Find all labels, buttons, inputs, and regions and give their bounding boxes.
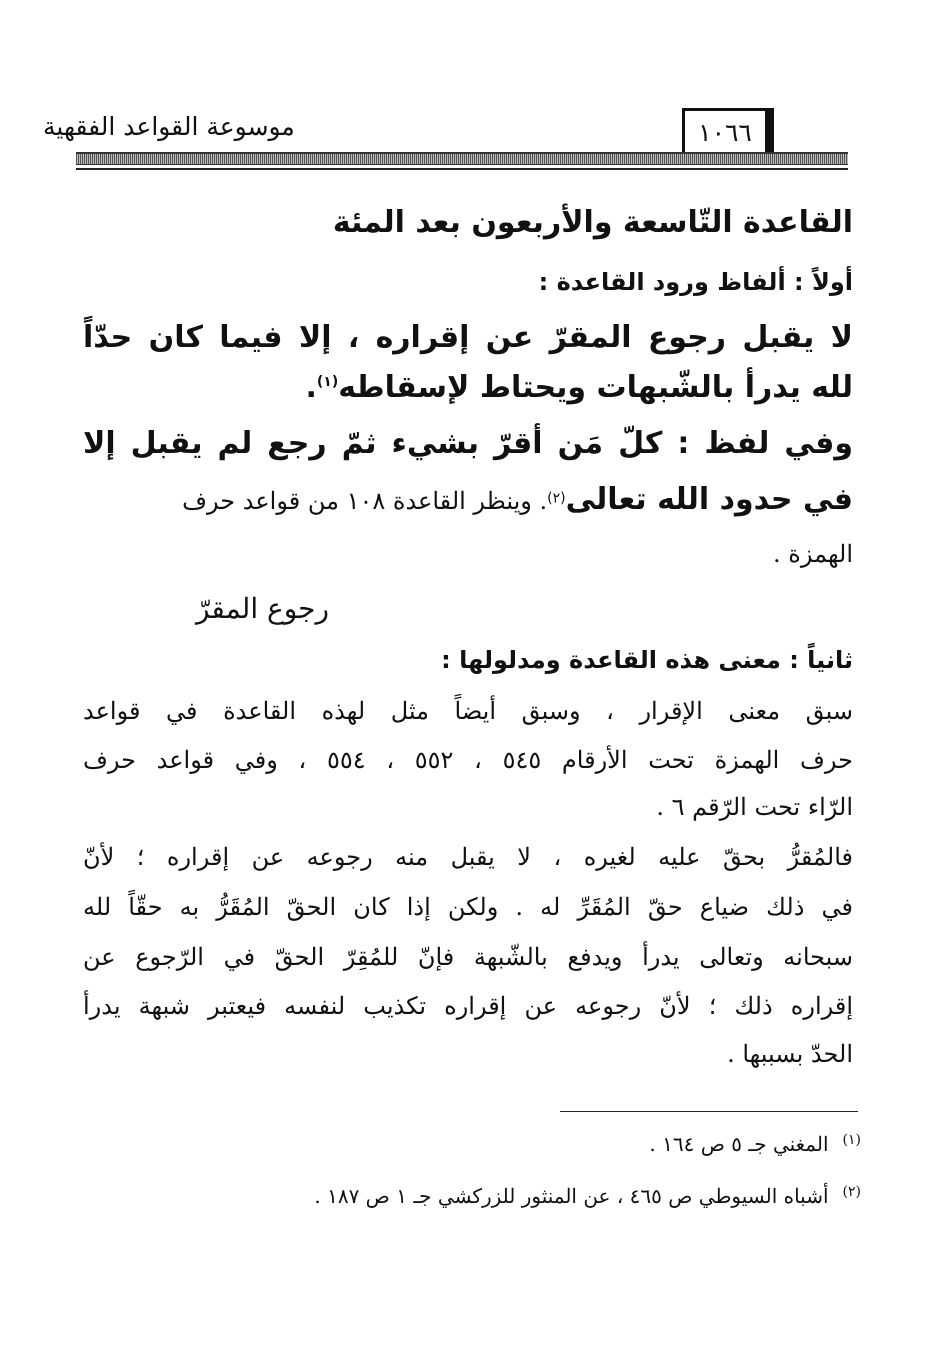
header-rule [76, 152, 848, 165]
paragraph-2-line: في ذلك ضياع حقّ المُقَرِّ له . ولكن إذا كان الحقّ المُقَرُّ به حقّاً لله [83, 893, 853, 921]
footnote-2 [81, 1184, 861, 1208]
header-rule-thin [76, 168, 848, 170]
rule-statement-line-2 [83, 370, 853, 405]
cross-reference: . وينظر القاعدة ١٠٨ من قواعد حرف [182, 487, 548, 515]
footnote-rule [560, 1111, 858, 1112]
footnote-2-text: أشباه السيوطي ص ٤٦٥ ، عن المنثور للزركشي جـ ١ ص ١٨٧ . [314, 1184, 829, 1208]
running-header-title: موسوعة القواعد الفقهية [43, 112, 295, 141]
rule-title: القاعدة التّاسعة والأربعون بعد المئة [332, 205, 853, 240]
paragraph-1-line: حرف الهمزة تحت الأرقام ٥٤٥ ، ٥٥٢ ، ٥٥٤ ، وفي قواعد حرف [83, 746, 853, 774]
rule-statement-end: . [305, 370, 317, 405]
footnote-1 [81, 1132, 861, 1156]
rule-statement-text: لله يدرأ بالشّبهات ويحتاط لإسقاطه [338, 370, 853, 405]
footnote-1-text: المغني جـ ٥ ص ١٦٤ . [649, 1132, 829, 1156]
paragraph-1-line: الرّاء تحت الرّقم ٦ . [656, 793, 853, 821]
paragraph-2-line: إقراره ذلك ؛ لأنّ رجوعه عن إقراره تكذيب لنفسه فيعتبر شبهة يدرأ [83, 992, 853, 1020]
paragraph-2-line: فالمُقرُّ بحقّ عليه لغيره ، لا يقبل منه رجوعه عن إقراره ؛ لأنّ [83, 843, 853, 871]
section-heading-wording: أولاً : ألفاظ ورود القاعدة : [538, 268, 853, 296]
footnote-ref-2: (٢) [547, 490, 566, 507]
section-heading-meaning: ثانياً : معنى هذه القاعدة ومدلولها : [441, 646, 853, 674]
variant-wording-line-1: وفي لفظ : كلّ مَن أقرّ بشيء ثمّ رجع لم يقبل إلا [83, 426, 853, 461]
footnote-2-mark: (٢) [842, 1184, 861, 1200]
page-number: ١٠٦٦ [682, 108, 774, 158]
footnote-1-mark: (١) [842, 1132, 861, 1148]
paragraph-2-line: الحدّ بسببها . [727, 1040, 853, 1068]
footnote-ref-1: (١) [316, 374, 339, 390]
rule-subheading: رجوع المقرّ [195, 592, 329, 625]
paragraph-1-line: سبق معنى الإقرار ، وسبق أيضاً مثل لهذه القاعدة في قواعد [83, 697, 853, 725]
paragraph-2-line: سبحانه وتعالى يدرأ ويدفع بالشّبهة فإنّ للمُقِرّ الحقّ في الرّجوع عن [83, 943, 853, 971]
variant-wording-line-3: الهمزة . [773, 540, 853, 568]
variant-wording-bold: في حدود الله تعالى [565, 482, 853, 517]
rule-statement-line-1: لا يقبل رجوع المقرّ عن إقراره ، إلا فيما كان حدّاً [83, 320, 853, 355]
variant-wording-line-2 [83, 482, 853, 517]
